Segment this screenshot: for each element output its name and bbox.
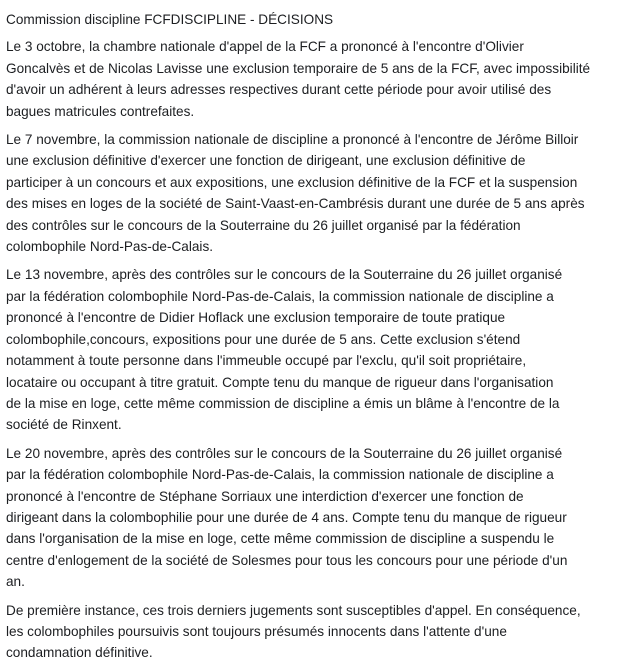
paragraph-1 (6, 36, 633, 122)
paragraph-line: dirigeant dans la colombophilie pour une durée de 4 ans. Compte tenu du manque de rigueur (6, 509, 567, 525)
paragraph-line: des contrôles sur le concours de la Souterraine du 26 juillet organisé par la fédération (6, 217, 521, 233)
paragraph-line: bagues matricules contrefaites. (6, 103, 195, 119)
paragraph-4 (6, 443, 633, 593)
post-title-text: Commission discipline FCFDISCIPLINE - DÉCISIONS (6, 12, 334, 27)
paragraph-line: par la fédération colombophile Nord-Pas-de-Calais, la commission nationale de discipline a (6, 467, 554, 483)
paragraph-line: Le 20 novembre, après des contrôles sur le concours de la Souterraine du 26 juillet organisé (6, 445, 563, 461)
paragraph-line: Le 3 octobre, la chambre nationale d'appel de la FCF a prononcé à l'encontre d'Olivier (6, 39, 524, 55)
paragraph-line: de la mise en loge, cette même commission de discipline a émis un blâme à l'encontre de la (6, 395, 560, 411)
paragraph-line: notamment à toute personne dans l'immeuble occupé par l'exclu, qu'il soit propriétaire, (6, 353, 527, 369)
paragraph-line: Le 13 novembre, après des contrôles sur le concours de la Souterraine du 26 juillet organisé (6, 267, 563, 283)
paragraph-line: an. (6, 574, 25, 590)
paragraph-line: Le 7 novembre, la commission nationale de discipline a prononcé à l'encontre de Jérôme Billoir (6, 132, 579, 148)
paragraph-line: prononcé à l'encontre de Didier Hoflack une exclusion temporaire de toute pratique (6, 310, 506, 326)
paragraph-line: Goncalvès et de Nicolas Lavisse une exclusion temporaire de 5 ans de la FCF, avec impossibilité (6, 60, 591, 76)
paragraph-5 (6, 600, 633, 664)
paragraph-line: condamnation définitive. (6, 645, 153, 661)
post-title (6, 9, 633, 30)
paragraph-line: des mises en loges de la société de Saint-Vaast-en-Cambrésis durant une durée de 5 ans après (6, 196, 585, 212)
paragraph-line: participer à un concours et aux expositions, une exclusion définitive de la FCF et la suspension (6, 174, 578, 190)
paragraph-line: colombophile,concours, expositions pour une durée de 5 ans. Cette exclusion s'étend (6, 331, 521, 347)
paragraph-line: prononcé à l'encontre de Stéphane Sorriaux une interdiction d'exercer une fonction de (6, 488, 524, 504)
paragraph-line: De première instance, ces trois derniers jugements sont susceptibles d'appel. En conséquence, (6, 602, 581, 618)
paragraph-line: les colombophiles poursuivis sont toujours présumés innocents dans l'attente d'une (6, 623, 507, 639)
paragraph-3 (6, 264, 633, 435)
paragraph-line: société de Rinxent. (6, 417, 122, 433)
paragraph-line: par la fédération colombophile Nord-Pas-de-Calais, la commission nationale de discipline a (6, 288, 554, 304)
paragraph-2 (6, 129, 633, 257)
paragraph-line: dans l'organisation de la mise en loge, cette même commission de discipline a suspendu le (6, 531, 555, 547)
post-body (6, 9, 633, 671)
paragraph-line: colombophile Nord-Pas-de-Calais. (6, 239, 214, 255)
paragraph-line: une exclusion définitive d'exercer une fonction de dirigeant, une exclusion définitive de (6, 153, 526, 169)
paragraph-line: locataire ou occupant à titre gratuit. Compte tenu du manque de rigueur dans l'organisation (6, 374, 554, 390)
paragraph-line: centre d'enlogement de la société de Solesmes pour tous les concours pour une période d'un (6, 552, 568, 568)
paragraph-line: d'avoir un adhérent à leurs adresses respectives durant cette période pour avoir utilisé des (6, 82, 552, 98)
